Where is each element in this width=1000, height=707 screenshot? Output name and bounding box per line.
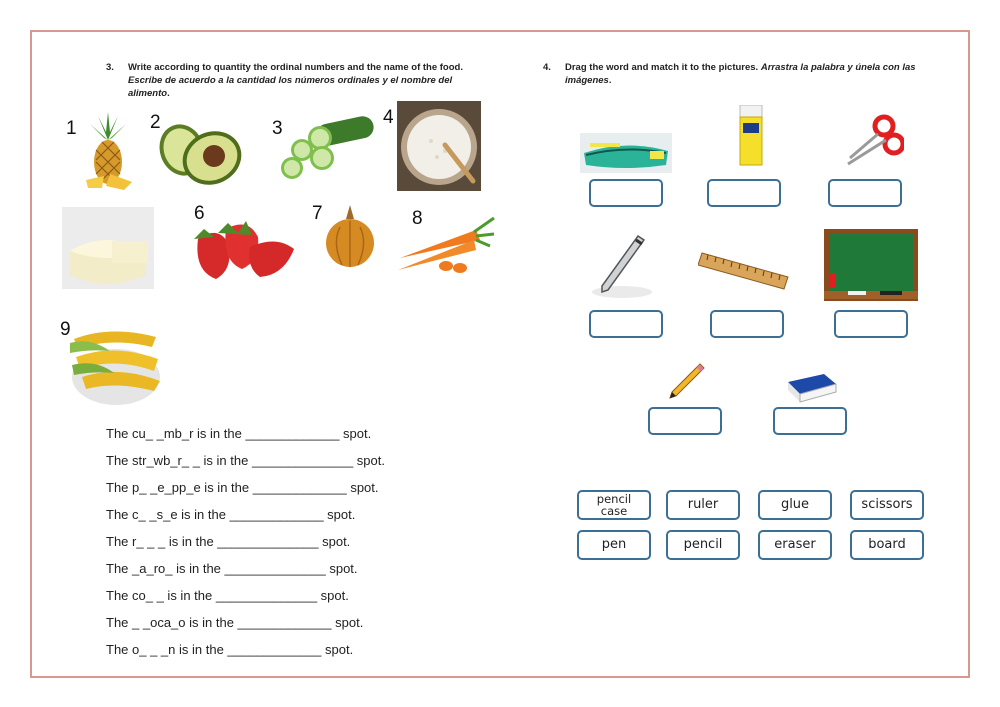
fill-sentence-5[interactable]: The r_ _ _ is in the ______________ spot. — [106, 534, 351, 549]
word-tile-pencil[interactable]: pencil — [666, 530, 740, 560]
food-item-1 — [66, 110, 136, 192]
fill-sentence-8[interactable]: The _ _oca_o is in the _____________ spot. — [106, 615, 364, 630]
food-number: 1 — [66, 118, 77, 139]
pencil-case-icon — [580, 133, 672, 173]
food-item-9 — [60, 315, 162, 407]
section4-instruction-en: Drag the word and match it to the pictures. — [565, 62, 759, 73]
glue-stick-icon — [736, 105, 766, 167]
section3-number: 3. — [106, 62, 114, 73]
food-item-3 — [272, 112, 377, 184]
avocado-icon — [156, 118, 244, 188]
word-tile-board[interactable]: board — [850, 530, 924, 560]
food-number: 2 — [150, 112, 161, 133]
fill-sentence-1[interactable]: The cu_ _mb_r is in the _____________ spot. — [106, 426, 372, 441]
section3-instruction: 3. Write according to quantity the ordinal numbers and the name of the food. Escribe de acuerdo a la cantidad los números ordinales y el nombre del alimento. — [106, 62, 463, 99]
word-tile-eraser[interactable]: eraser — [758, 530, 832, 560]
pen-icon — [590, 234, 656, 300]
drop-box-pen[interactable] — [589, 310, 663, 338]
food-number: 3 — [272, 118, 283, 139]
pineapple-icon — [80, 110, 136, 190]
word-tile-pencil-case[interactable]: pencil case — [577, 490, 651, 520]
fill-sentence-4[interactable]: The c_ _s_e is in the _____________ spot. — [106, 507, 356, 522]
food-item-7 — [312, 203, 378, 271]
fill-sentence-7[interactable]: The co_ _ is in the ______________ spot. — [106, 588, 349, 603]
food-number: 4 — [383, 107, 394, 128]
food-item-4 — [383, 101, 481, 193]
rice-bowl-icon — [397, 101, 481, 191]
food-number: 6 — [194, 203, 205, 224]
food-item-5 — [62, 207, 154, 289]
carrot-icon — [396, 210, 496, 278]
drop-box-board[interactable] — [834, 310, 908, 338]
drop-box-ruler[interactable] — [710, 310, 784, 338]
food-item-8 — [396, 208, 496, 278]
fill-sentence-9[interactable]: The o_ _ _n is in the _____________ spot. — [106, 642, 354, 657]
word-tile-glue[interactable]: glue — [758, 490, 832, 520]
onion-icon — [322, 203, 378, 271]
food-item-2 — [150, 112, 245, 187]
ruler-icon — [698, 247, 790, 291]
chalkboard-icon — [824, 229, 918, 301]
scissors-icon — [846, 114, 904, 166]
drop-box-pencil-case[interactable] — [589, 179, 663, 207]
fill-sentence-2[interactable]: The str_wb_r_ _ is in the ______________ spot. — [106, 453, 385, 468]
section4-instruction: 4. Drag the word and match it to the pictures. Arrastra la palabra y únela con las imágenes. — [543, 62, 916, 86]
drop-box-pencil[interactable] — [648, 407, 722, 435]
cheese-icon — [62, 207, 154, 289]
cucumber-icon — [276, 112, 376, 184]
drop-box-eraser[interactable] — [773, 407, 847, 435]
food-item-6 — [188, 203, 300, 281]
food-number: 9 — [60, 319, 71, 340]
corn-icon — [70, 315, 162, 407]
word-tile-ruler[interactable]: ruler — [666, 490, 740, 520]
section4-instruction-es: Arrastra la palabra y únela con las imágenes — [565, 62, 916, 86]
fill-sentence-3[interactable]: The p_ _e_pp_e is in the _____________ spot. — [106, 480, 379, 495]
strawberry-icon — [188, 209, 300, 281]
food-number: 7 — [312, 203, 323, 224]
eraser-icon — [784, 370, 838, 404]
word-tile-scissors[interactable]: scissors — [850, 490, 924, 520]
drop-box-glue[interactable] — [707, 179, 781, 207]
word-tile-pen[interactable]: pen — [577, 530, 651, 560]
section3-instruction-es: Escribe de acuerdo a la cantidad los números ordinales y el nombre del alimento — [128, 75, 453, 99]
section3-instruction-en: Write according to quantity the ordinal numbers and the name of the food. — [128, 62, 463, 73]
fill-sentence-6[interactable]: The _a_ro_ is in the ______________ spot. — [106, 561, 358, 576]
drop-box-scissors[interactable] — [828, 179, 902, 207]
pencil-icon — [666, 362, 706, 402]
section4-number: 4. — [543, 62, 551, 73]
food-number: 8 — [412, 208, 423, 229]
